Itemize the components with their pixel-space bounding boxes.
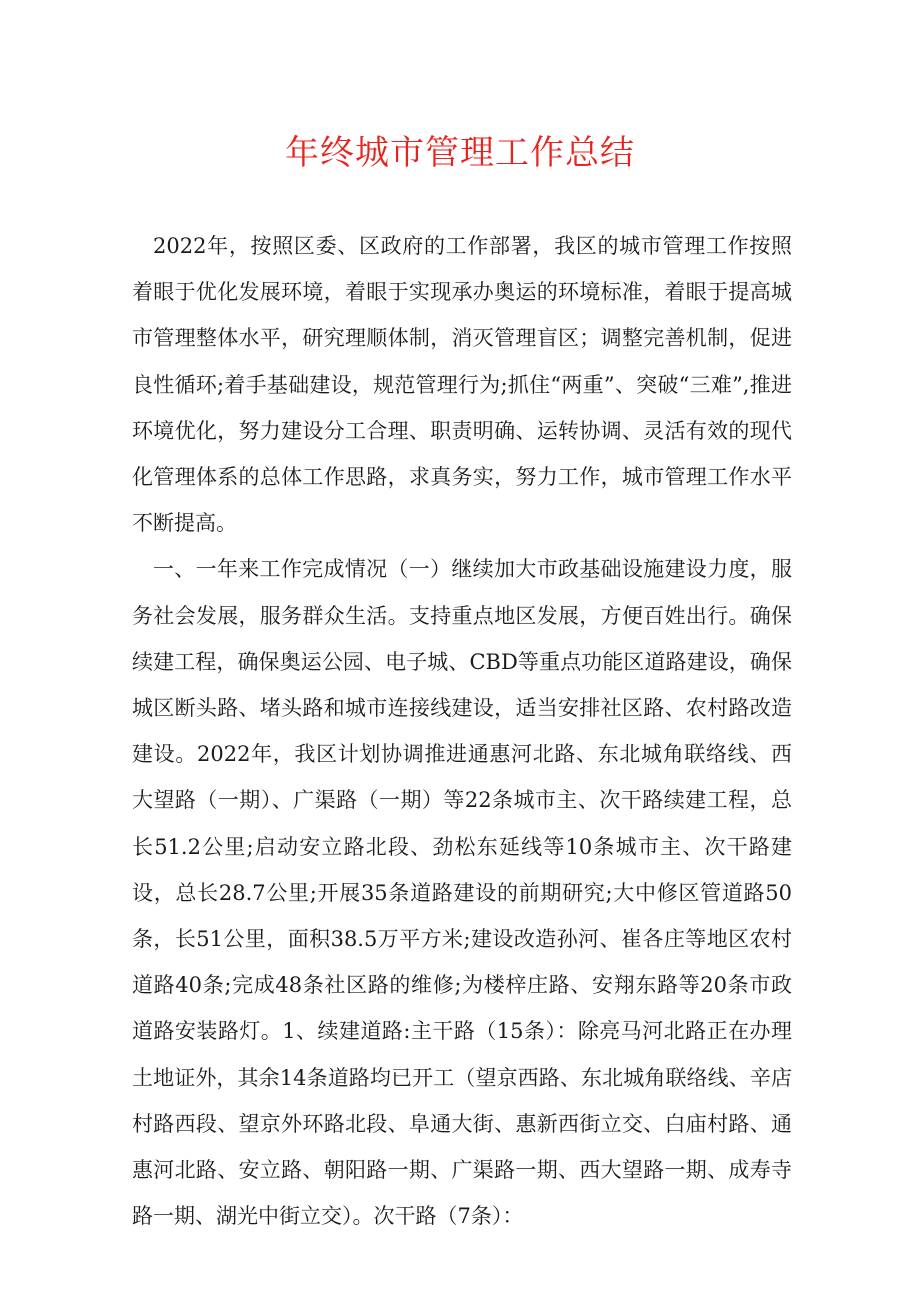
document-body (132, 223, 792, 1239)
paragraph-intro: 2022年，按照区委、区政府的工作部署，我区的城市管理工作按照着眼于优化发展环境，着眼于实现承办奥运的环境标准，着眼于提高城市管理整体水平，研究理顺体制，消灭管理盲区；调整完善机制，促进良性循环;着手基础建设，规范管理行为;抓住“两重”、突破“三难”,推进环境优化，努力建设分工合理、职责明确、运转协调、灵活有效的现代化管理体系的总体工作思路，求真务实，努力工作，城市管理工作水平不断提高。 (132, 234, 792, 536)
paragraph-work-summary: 一、一年来工作完成情况（一）继续加大市政基础设施建设力度，服务社会发展，服务群众生活。支持重点地区发展，方便百姓出行。确保续建工程，确保奥运公园、电子城、CBD等重点功能区道路建设，确保城区断头路、堵头路和城市连接线建设，适当安排社区路、农村路改造建设。2022年，我区计划协调推进通惠河北路、东北城角联络线、西大望路（一期）、广渠路（一期）等22条城市主、次干路续建工程，总长51.2公里;启动安立路北段、劲松东延线等10条城市主、次干路建设，总长28.7公里;开展35条道路建设的前期研究;大中修区管道路50条，长51公里，面积38.5万平方米;建设改造孙河、崔各庄等地区农村道路40条;完成48条社区路的维修;为楼梓庄路、安翔东路等20条市政道路安装路灯。1、续建道路:主干路（15条）：除亮马河北路正在办理土地证外，其余14条道路均已开工（望京西路、东北城角联络线、辛店村路西段、望京外环路北段、阜通大街、惠新西街立交、白庙村路、通惠河北路、安立路、朝阳路一期、广渠路一期、西大望路一期、成寿寺路一期、湖光中街立交）。次干路（7条）： (132, 557, 792, 1229)
page-title: 年终城市管理工作总结 (285, 133, 635, 173)
